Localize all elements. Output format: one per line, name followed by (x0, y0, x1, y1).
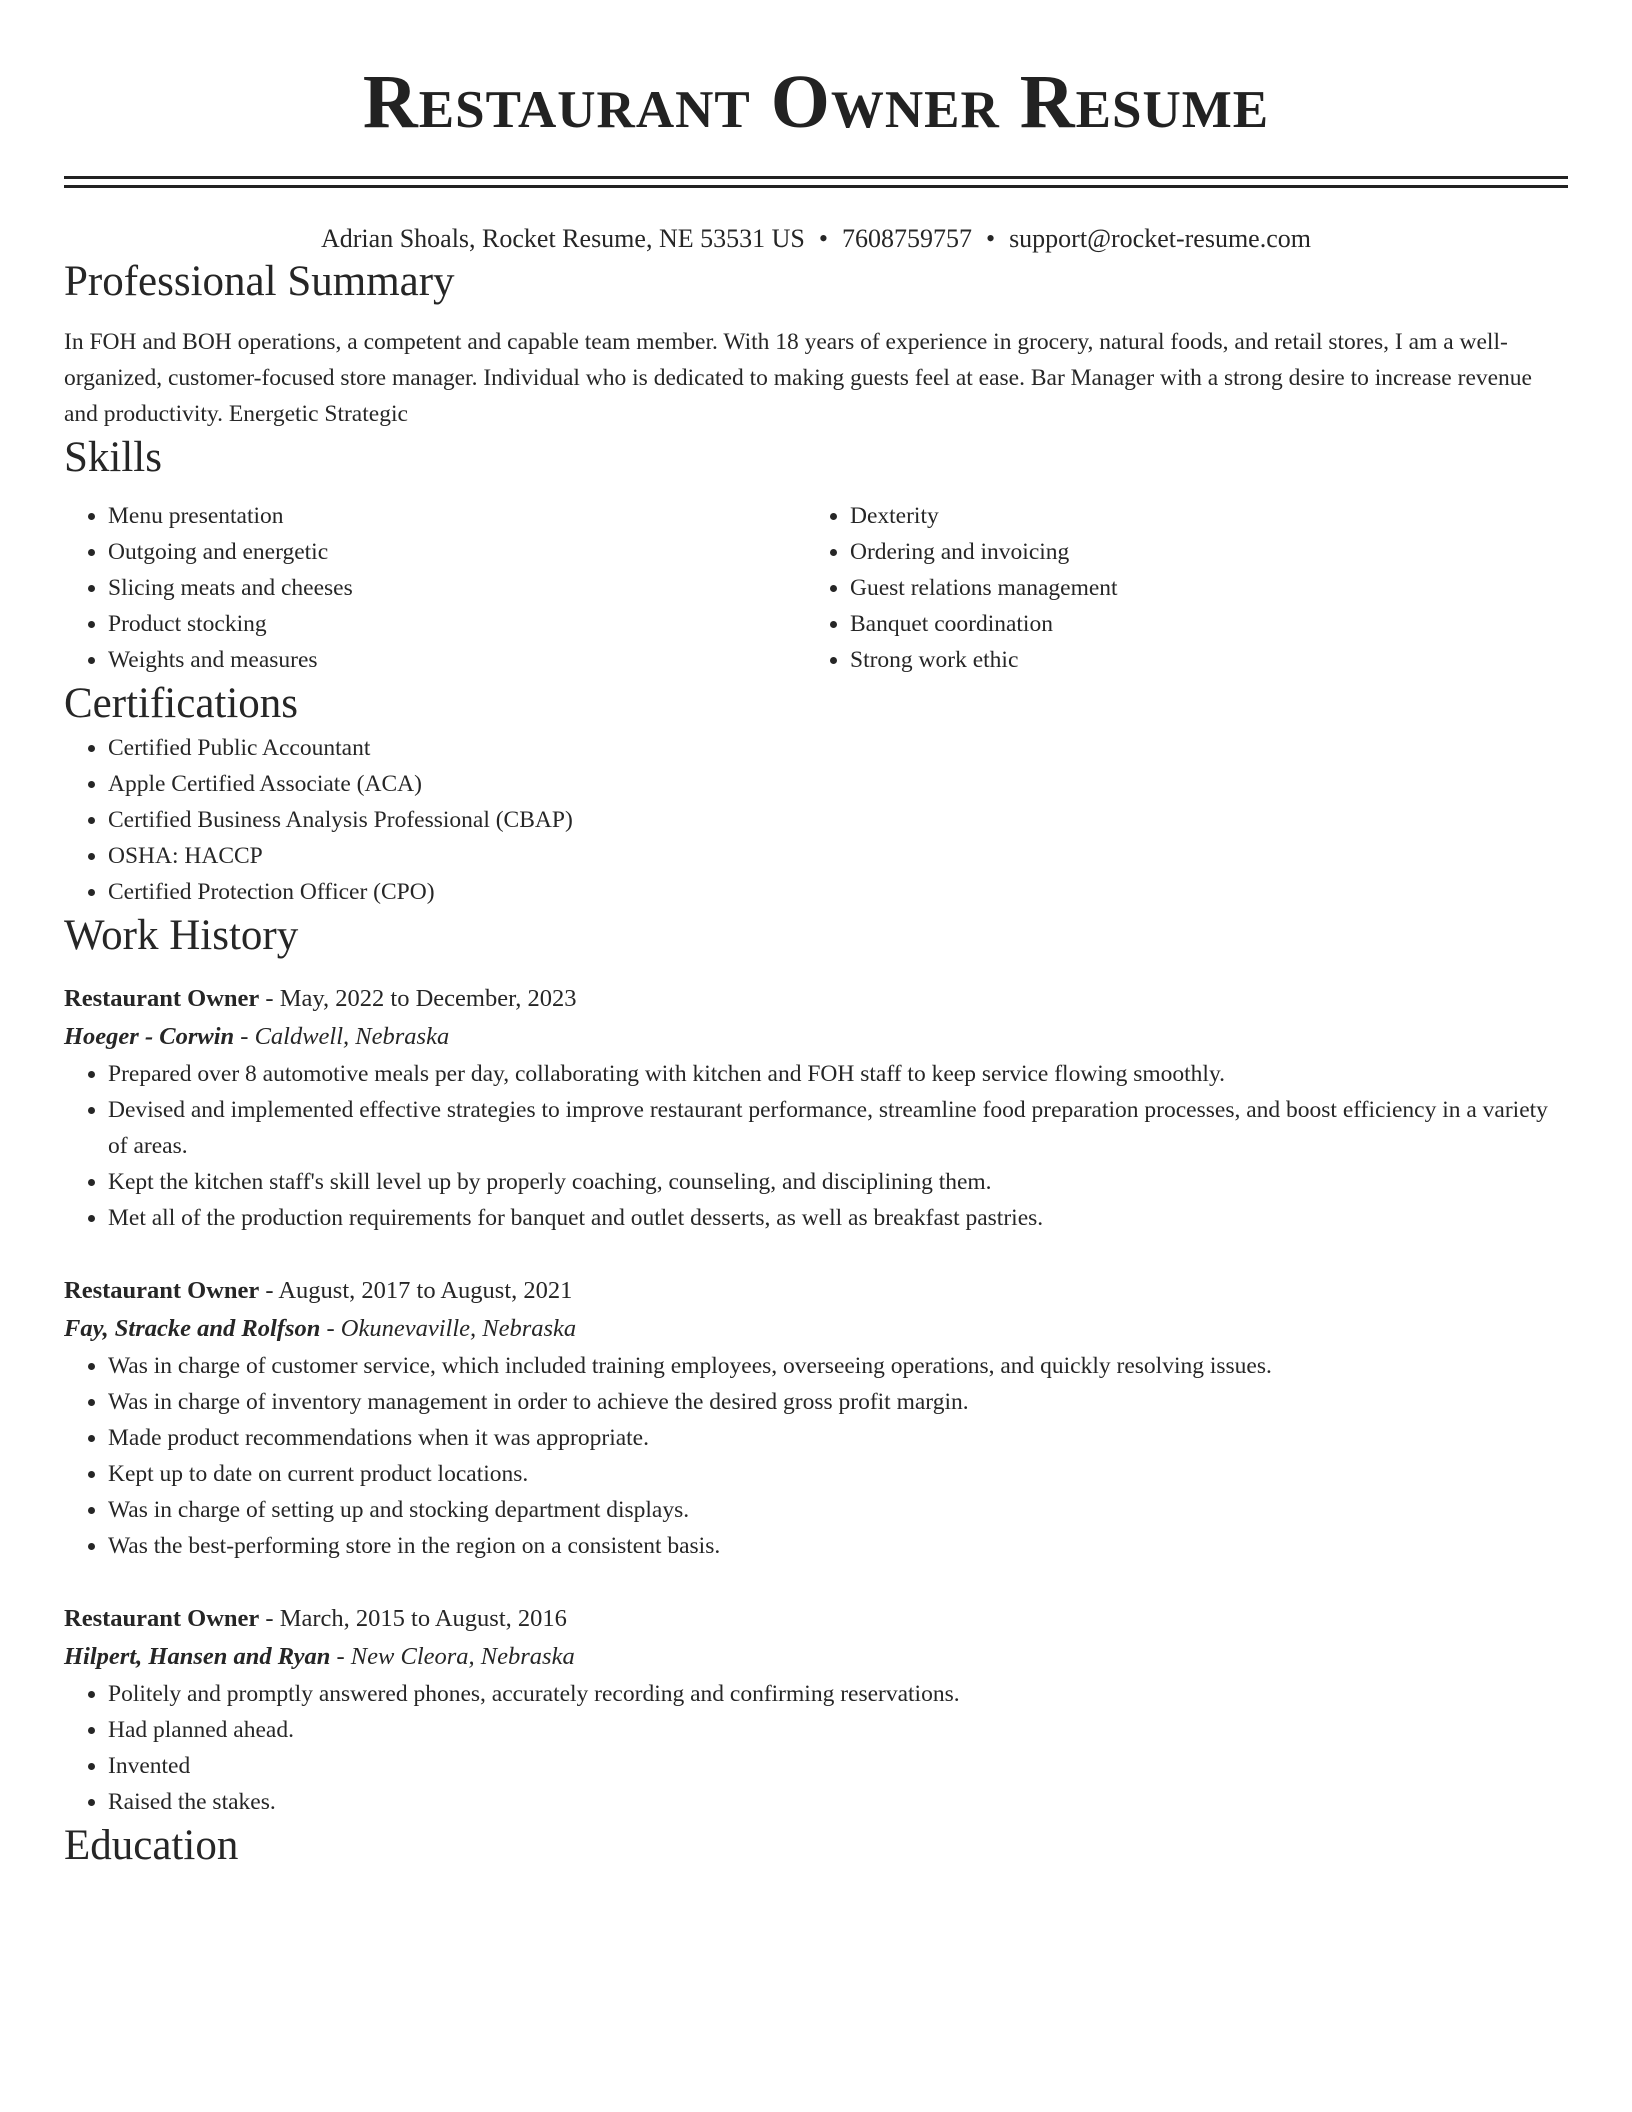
job-role: Restaurant Owner (64, 1277, 260, 1304)
job-entry (64, 1600, 1568, 1820)
skills-grid (64, 498, 1568, 678)
skills-list-right (806, 498, 1568, 678)
job-duty: • Prepared over 8 automotive meals per day, collaborating with kitchen and FOH staff to keep service flowing smoothly. (108, 1056, 1568, 1092)
job-company-line (64, 1018, 1568, 1056)
job-location: - Caldwell, Nebraska (240, 1023, 450, 1050)
job-duty: • Invented (108, 1748, 1568, 1784)
job-company: Hilpert, Hansen and Ryan (64, 1643, 331, 1670)
job-duty: • Was the best-performing store in the region on a consistent basis. (108, 1528, 1568, 1564)
contact-separator: • (985, 224, 996, 253)
job-company-line (64, 1310, 1568, 1348)
job-entry (64, 1272, 1568, 1564)
job-duty: • Politely and promptly answered phones, accurately recording and confirming reservations. (108, 1676, 1568, 1712)
job-duty: • Had planned ahead. (108, 1712, 1568, 1748)
skill-item: • Guest relations management (850, 570, 1568, 606)
job-duty: • Raised the stakes. (108, 1784, 1568, 1820)
job-duty: • Kept up to date on current product locations. (108, 1456, 1568, 1492)
job-dates: - May, 2022 to December, 2023 (265, 985, 577, 1012)
contact-phone: 7608759757 (841, 224, 972, 253)
summary-heading: Professional Summary (64, 258, 455, 305)
skill-item: • Outgoing and energetic (108, 534, 806, 570)
contact-email: support@rocket-resume.com (1009, 224, 1311, 253)
contact-address: Adrian Shoals, Rocket Resume, NE 53531 US (321, 224, 805, 253)
certifications-list (64, 730, 1568, 910)
job-title-line (64, 1272, 1568, 1310)
skill-item: • Strong work ethic (850, 642, 1568, 678)
job-duty: • Met all of the production requirements for banquet and outlet desserts, as well as breakfast pastries. (108, 1200, 1568, 1236)
job-duty: • Kept the kitchen staff's skill level up by properly coaching, counseling, and disciplining them. (108, 1164, 1568, 1200)
job-duties-list (64, 1056, 1568, 1236)
job-duties-list (64, 1676, 1568, 1820)
job-duty: • Was in charge of setting up and stocking department displays. (108, 1492, 1568, 1528)
job-location: - New Cleora, Nebraska (336, 1643, 575, 1670)
job-duty: • Made product recommendations when it was appropriate. (108, 1420, 1568, 1456)
job-title-line (64, 1600, 1568, 1638)
skill-item: • Weights and measures (108, 642, 806, 678)
job-dates: - March, 2015 to August, 2016 (265, 1605, 567, 1632)
job-company: Fay, Stracke and Rolfson (64, 1315, 321, 1342)
skill-item: • Slicing meats and cheeses (108, 570, 806, 606)
work-history-heading: Work History (64, 912, 299, 959)
title-divider-bottom (64, 185, 1568, 188)
skill-item: • Product stocking (108, 606, 806, 642)
title-divider-top (64, 176, 1568, 179)
contact-separator: • (818, 224, 828, 253)
certification-item: • Certified Business Analysis Professional (CBAP) (108, 802, 1568, 838)
certification-item: • OSHA: HACCP (108, 838, 1568, 874)
job-duty: • Devised and implemented effective strategies to improve restaurant performance, streamline food preparation processes, and boost efficiency in a variety of areas. (108, 1092, 1568, 1164)
resume-title: Restaurant Owner Resume (362, 60, 1270, 144)
job-location: - Okunevaville, Nebraska (326, 1315, 577, 1342)
job-role: Restaurant Owner (64, 985, 260, 1012)
certification-item: • Certified Public Accountant (108, 730, 1568, 766)
skill-item: • Banquet coordination (850, 606, 1568, 642)
job-company: Hoeger - Corwin (64, 1023, 235, 1050)
job-role: Restaurant Owner (64, 1605, 260, 1632)
certification-item: • Apple Certified Associate (ACA) (108, 766, 1568, 802)
job-duty: • Was in charge of customer service, which included training employees, overseeing operations, and quickly resolving issues. (108, 1348, 1568, 1384)
skills-list-left (64, 498, 806, 678)
skills-heading: Skills (64, 434, 162, 481)
skill-item: • Ordering and invoicing (850, 534, 1568, 570)
education-heading: Education (64, 1822, 239, 1869)
skill-item: • Menu presentation (108, 498, 806, 534)
job-duty: • Was in charge of inventory management in order to achieve the desired gross profit margin. (108, 1384, 1568, 1420)
skill-item: • Dexterity (850, 498, 1568, 534)
job-duties-list (64, 1348, 1568, 1564)
job-entry (64, 980, 1568, 1236)
summary-text: In FOH and BOH operations, a competent and capable team member. With 18 years of experience in grocery, natural foods, and retail stores, I am a well-organized, customer-focused store manager. Individual who is dedicated to making guests feel at ease. Bar Manager with a strong desire to increase revenue and productivity. Energetic Strategic (64, 329, 1532, 427)
job-dates: - August, 2017 to August, 2021 (265, 1277, 573, 1304)
job-title-line (64, 980, 1568, 1018)
job-company-line (64, 1638, 1568, 1676)
certification-item: • Certified Protection Officer (CPO) (108, 874, 1568, 910)
contact-line (64, 222, 1568, 256)
certifications-heading: Certifications (64, 680, 299, 727)
